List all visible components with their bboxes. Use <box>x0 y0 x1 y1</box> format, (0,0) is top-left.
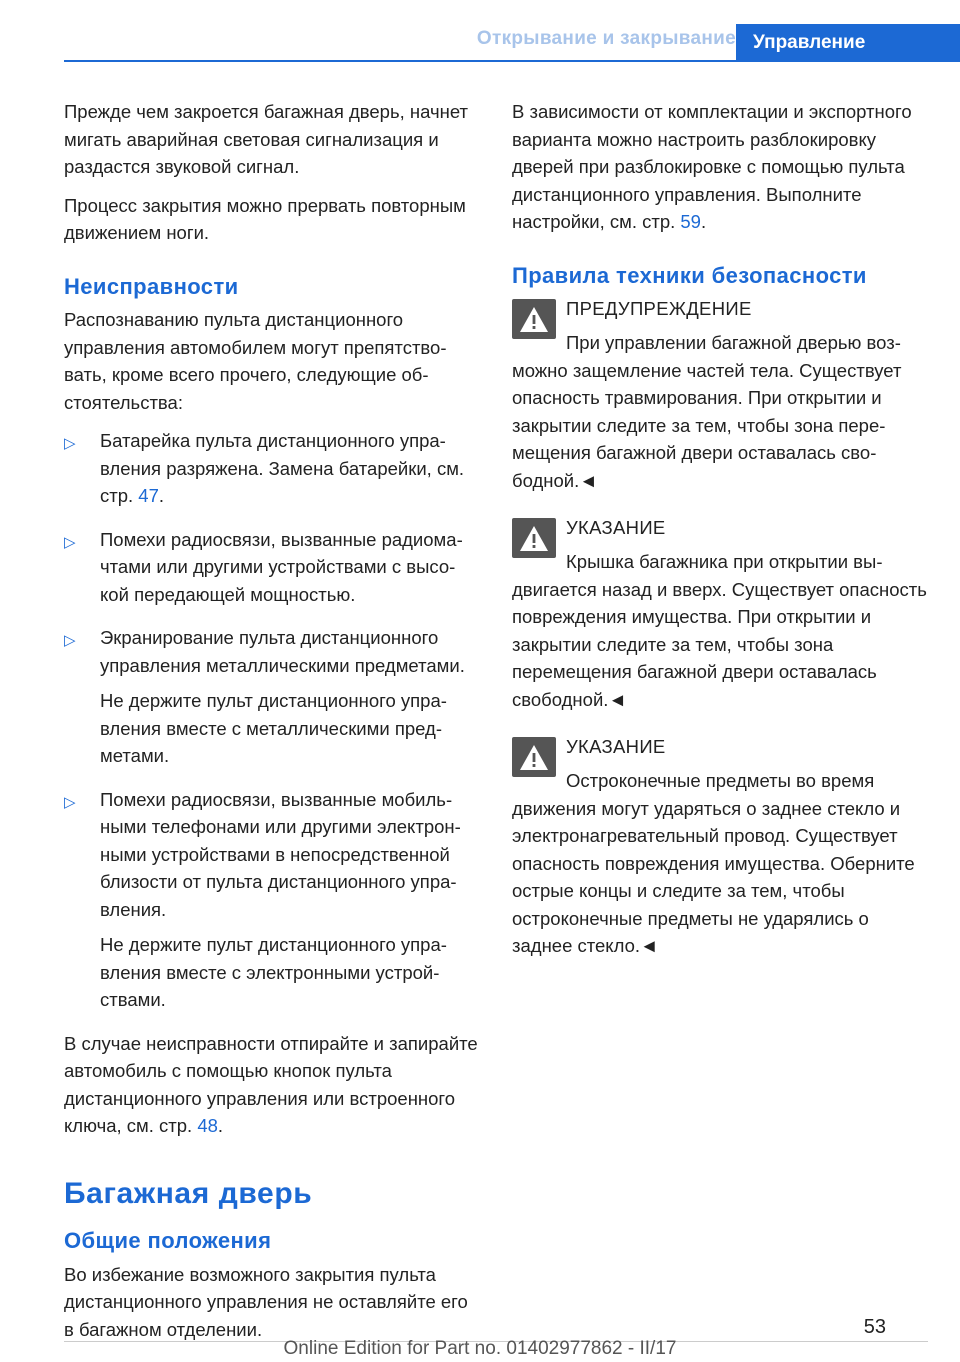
triangle-right-icon: ▷ <box>64 632 76 649</box>
warning-title: ПРЕДУПРЕЖДЕНИЕ <box>566 298 752 319</box>
paragraph: Прежде чем закроется багажная дверь, начнет мигать аварийная световая сигнализация и раздастся звуковой сигнал. <box>64 101 468 177</box>
heading-general: Общие положения <box>64 1228 272 1253</box>
triangle-right-icon: ▷ <box>64 435 76 452</box>
notice-body: Крышка багажника при открытии выдвигается назад и вверх. Существует опасность повреждения имущества. При открытии и закрытии следите за тем, чтобы зона перемещения багажной двери оставалась свободной.◄ <box>512 551 927 710</box>
paragraph-tail: . <box>217 1115 224 1136</box>
heading-malfunctions: Неисправности <box>64 273 239 299</box>
list-item-subtext: Не держите пульт дистанционного управления вместе с электронными устройствами. <box>100 934 447 1010</box>
heading-safety: Правила техники безопасности <box>512 262 867 288</box>
paragraph <box>64 1030 478 1140</box>
malfunction-list <box>64 427 478 1014</box>
triangle-right-icon: ▷ <box>64 533 76 551</box>
left-column <box>64 98 478 1354</box>
paragraph <box>512 98 928 236</box>
list-item <box>64 427 478 510</box>
notice-block <box>512 733 928 960</box>
footer-edition: Online Edition for Part no. 01402977862 - II/17 <box>283 1338 677 1359</box>
list-item-subtext: Не держите пульт дистанционного управления вместе с металлическими предметами. <box>100 690 447 766</box>
warning-triangle-icon <box>512 737 556 777</box>
notice-block <box>512 514 928 713</box>
notice-body: Остроконечные предметы во время движения могут ударяться о заднее стекло и электронагревательный провод. Существует опасность повреждения имущества. Оберните острые концы и следите за тем, чтобы остроконечные предметы не ударялись о заднее стекло.◄ <box>512 770 915 956</box>
list-item-text: Помехи радиосвязи, вызванные радиомачтами или другими устройствами с высокой передающей мощностью. <box>100 528 463 605</box>
list-item-text: Батарейка пульта дистанционного управления разряжена. Замена батарейки, см. стр. <box>100 430 465 506</box>
list-item-tail: . <box>158 485 165 506</box>
warning-triangle-icon <box>512 299 556 339</box>
paragraph: Процесс закрытия можно прервать повторным движением ноги. <box>64 194 466 243</box>
page-link-59[interactable]: 59 <box>680 211 701 232</box>
page-link-47[interactable]: 47 <box>138 485 159 506</box>
right-column <box>512 98 928 980</box>
notice-title: УКАЗАНИЕ <box>566 517 666 538</box>
header-section-title: Открывание и закрывание <box>476 28 736 49</box>
warning-block <box>512 295 928 494</box>
list-item-text: Помехи радиосвязи, вызванные мобильными телефонами или другими электронными устройствами в непосредственной близости от пульта дистанционного управления. <box>100 788 461 920</box>
warning-body: При управлении багажной дверью возможно защемление частей тела. Существует опасность травмирования. При открытии и закрытии следите за тем, чтобы зона перемещения багажной двери оставалась свободной.◄ <box>512 332 902 491</box>
warning-triangle-icon <box>512 518 556 558</box>
paragraph-tail: . <box>700 211 707 232</box>
list-item <box>64 624 478 770</box>
list-item <box>64 786 478 1014</box>
paragraph: Распознаванию пульта дистанционного управления автомобилем могут препятствовать, кроме всего прочего, следующие обстоятельства: <box>64 309 447 413</box>
list-item <box>64 526 478 609</box>
page-number: 53 <box>863 1316 886 1338</box>
paragraph-text: В случае неисправности отпирайте и запирайте автомобиль с помощью кнопок пульта дистанционного управления или встроенного ключа, см. стр. <box>64 1032 478 1136</box>
page-link-48[interactable]: 48 <box>197 1115 218 1136</box>
paragraph-text: В зависимости от комплектации и экспортного варианта можно настроить разблокировку дверей при разблокировке с помощью пульта дистанционного управления. Выполните настройки, см. стр. <box>512 101 912 232</box>
header-chapter-tab: Управление <box>736 24 960 62</box>
paragraph: Во избежание возможного закрытия пульта дистанционного управления не оставляйте его в багажном отделении. <box>64 1263 468 1340</box>
triangle-right-icon: ▷ <box>64 793 76 811</box>
heading-tailgate: Багажная дверь <box>64 1176 313 1210</box>
notice-title: УКАЗАНИЕ <box>566 736 666 757</box>
list-item-text: Экранирование пульта дистанционного управления металлическими предметами. <box>100 627 465 676</box>
